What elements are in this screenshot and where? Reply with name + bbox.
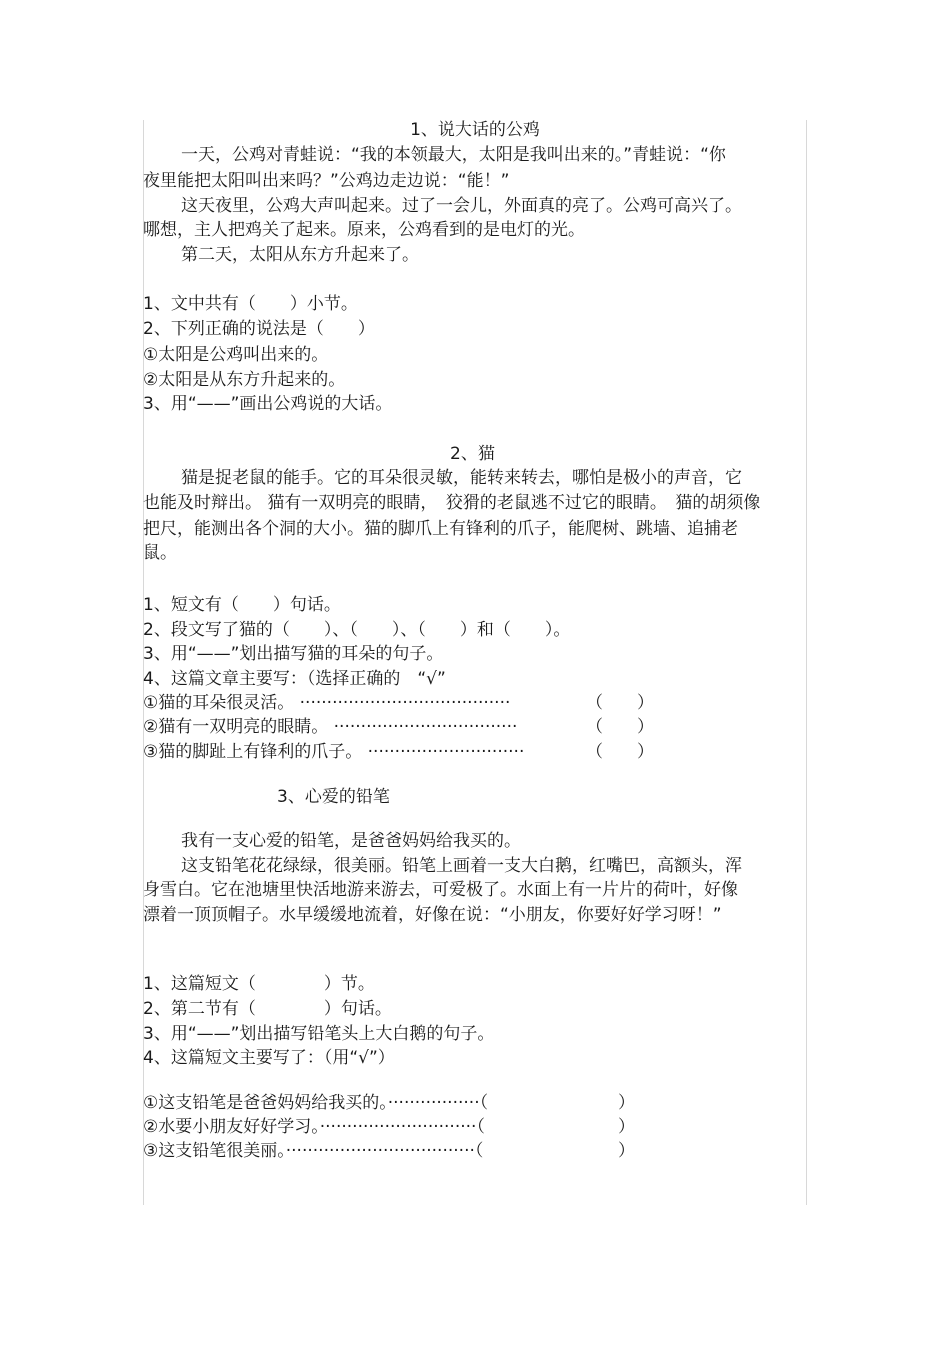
s3-option-paren: ） — [618, 1141, 635, 1161]
s2-option: ①猫的耳朵很灵活。 ······································· — [143, 693, 511, 713]
section-1-title: 1、说大话的公鸡 — [410, 120, 540, 140]
s2-text-line: 猫是捉老鼠的能手。它的耳朵很灵敏，能转来转去，哪怕是极小的声音，它 — [181, 468, 742, 488]
s3-question: 1、这篇短文（ ）节。 — [143, 974, 375, 994]
s1-text-line: 夜里能把太阳叫出来吗？”公鸡边走边说：“能！” — [143, 171, 510, 191]
s3-option: ①这支铅笔是爸爸妈妈给我买的。·················（ — [143, 1093, 489, 1113]
s1-text-line: 一天，公鸡对青蛙说：“我的本领最大，太阳是我叫出来的。”青蛙说：“你 — [181, 145, 726, 165]
s3-question: 3、用“——”划出描写铅笔头上大白鹅的句子。 — [143, 1024, 495, 1044]
s1-text-line: 第二天，太阳从东方升起来了。 — [181, 245, 419, 265]
s2-text-line: 也能及时辩出。 猫有一双明亮的眼睛， 狡猾的老鼠逃不过它的眼睛。 猫的胡须像 — [143, 493, 761, 513]
s2-option: ②猫有一双明亮的眼睛。 ·································· — [143, 717, 518, 737]
s3-option: ③这支铅笔很美丽。···································（ — [143, 1141, 484, 1161]
s1-text-line: 这天夜里，公鸡大声叫起来。过了一会儿，外面真的亮了。公鸡可高兴了。 — [181, 196, 742, 216]
s1-option: ①太阳是公鸡叫出来的。 — [143, 345, 329, 365]
s2-question: 2、段文写了猫的（ ）、（ ）、（ ）和（ ）。 — [143, 620, 571, 640]
s2-text-line: 把尺，能测出各个洞的大小。猫的脚爪上有锋利的爪子，能爬树、跳墙、追捕老 — [143, 519, 738, 539]
s3-text-line: 我有一支心爱的铅笔，是爸爸妈妈给我买的。 — [181, 831, 521, 851]
s3-option-paren: ） — [618, 1093, 635, 1113]
s3-question: 4、这篇短文主要写了：（用“√”） — [143, 1048, 395, 1068]
s1-text-line: 哪想，主人把鸡关了起来。原来，公鸡看到的是电灯的光。 — [143, 220, 585, 240]
right-margin-line — [806, 120, 807, 1205]
s2-option-paren: （ ） — [586, 742, 654, 762]
s3-option: ②水要小朋友好好学习。·····························（ — [143, 1117, 485, 1137]
s3-question: 2、第二节有（ ）句话。 — [143, 999, 392, 1019]
s3-text-line: 这支铅笔花花绿绿，很美丽。铅笔上画着一支大白鹅，红嘴巴，高额头，浑 — [181, 856, 742, 876]
section-3-title: 3、心爱的铅笔 — [277, 787, 390, 807]
s2-text-line: 鼠。 — [143, 543, 177, 563]
section-2-title: 2、猫 — [450, 444, 495, 464]
s3-text-line: 身雪白。它在池塘里快活地游来游去，可爱极了。水面上有一片片的荷叶，好像 — [143, 880, 738, 900]
s2-question: 3、用“——”划出描写猫的耳朵的句子。 — [143, 644, 444, 664]
s1-question: 3、用“——”画出公鸡说的大话。 — [143, 394, 393, 414]
s1-question: 1、文中共有（ ）小节。 — [143, 294, 358, 314]
s2-option: ③猫的脚趾上有锋利的爪子。 ····························· — [143, 742, 525, 762]
s3-option-paren: ） — [618, 1117, 635, 1137]
s3-text-line: 漂着一顶顶帽子。水早缓缓地流着，好像在说：“小朋友，你要好好学习呀！” — [143, 905, 722, 925]
s2-option-paren: （ ） — [586, 717, 654, 737]
s2-question: 4、这篇文章主要写：（选择正确的 “√” — [143, 669, 446, 689]
s2-question: 1、短文有（ ）句话。 — [143, 595, 341, 615]
s1-question: 2、下列正确的说法是（ ） — [143, 319, 375, 339]
s1-option: ②太阳是从东方升起来的。 — [143, 370, 346, 390]
s2-option-paren: （ ） — [586, 693, 654, 713]
